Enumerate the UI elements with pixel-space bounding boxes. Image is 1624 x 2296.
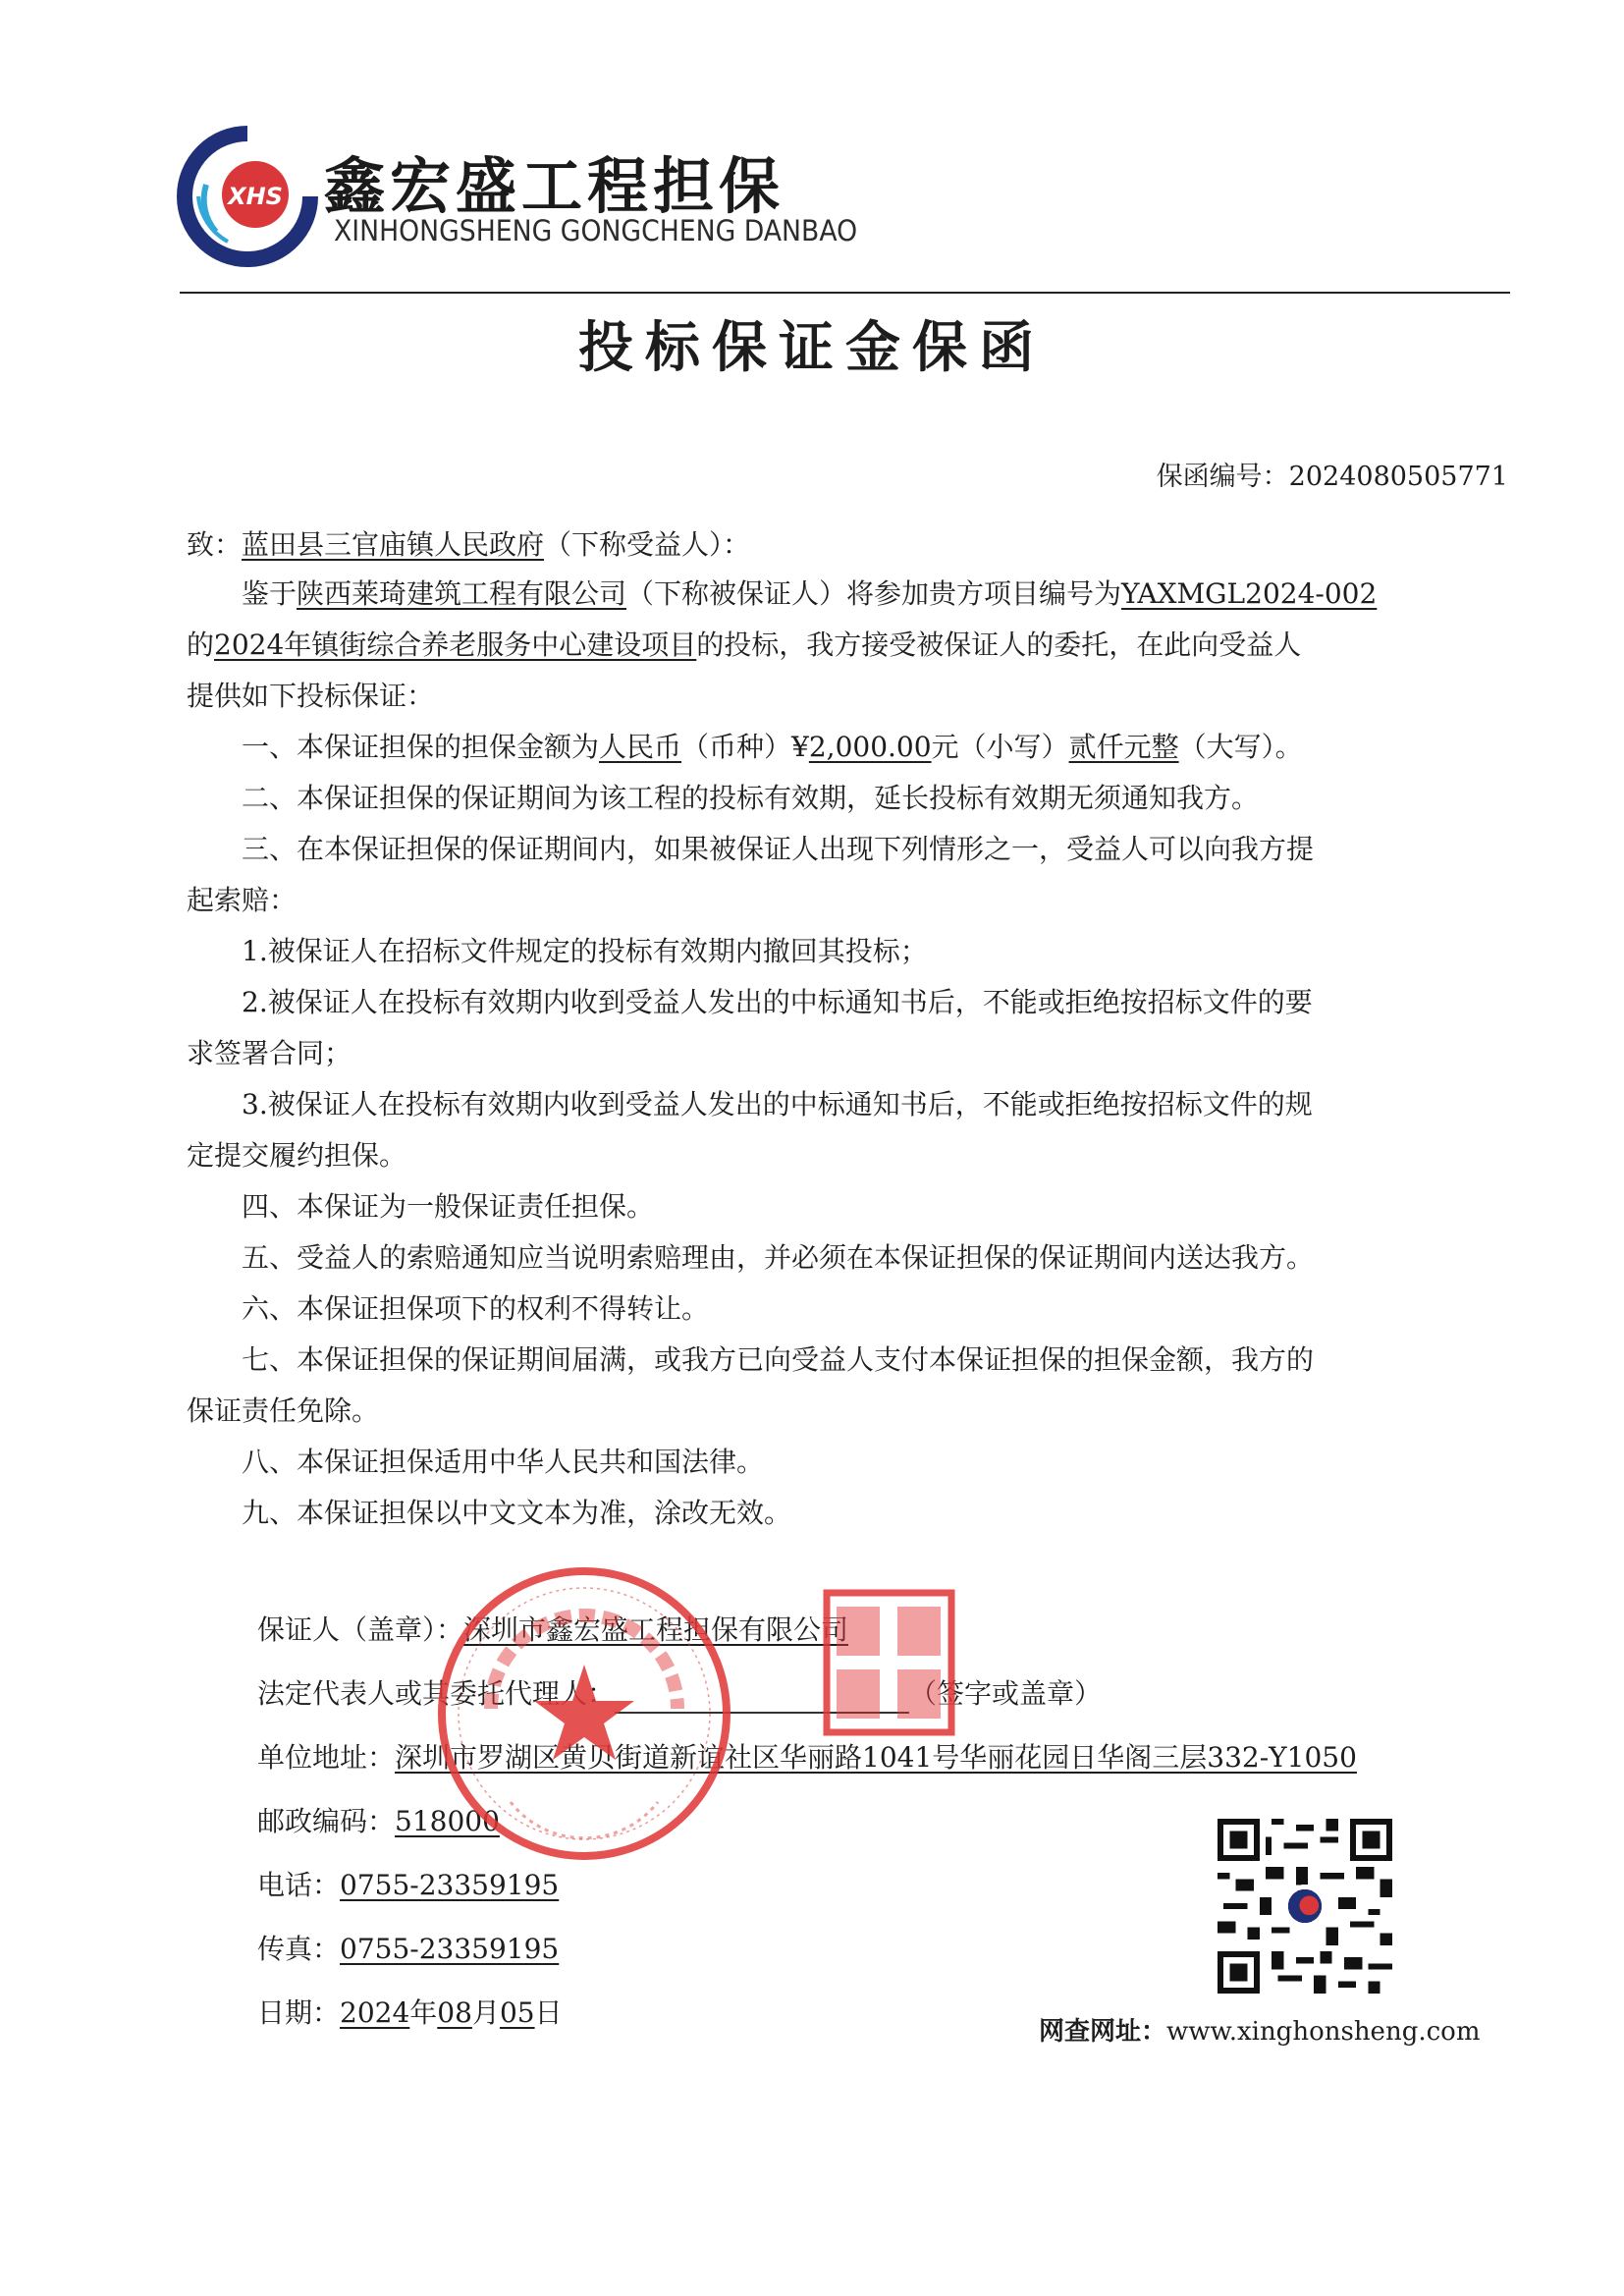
phone-label: 电话：: [257, 1869, 341, 1901]
qr-code-icon[interactable]: [1218, 1819, 1392, 1994]
date-label: 日期：: [257, 1996, 341, 2029]
representative-suffix: （签字或盖章）: [909, 1677, 1103, 1710]
date-year: 2024: [340, 1996, 410, 2029]
clause-text: （币种）¥: [681, 731, 809, 763]
intro-text: 的投标，我方接受被保证人的委托，在此向受益人: [696, 629, 1302, 661]
addressee-line: [187, 525, 750, 565]
currency: 人民币: [599, 731, 682, 763]
fax-line: [257, 1930, 559, 1969]
guarantor-label: 保证人（盖章）：: [257, 1613, 464, 1646]
addressee-suffix: （下称受益人）：: [544, 528, 751, 561]
clause-text: （大写）。: [1178, 731, 1303, 763]
clause-3-line-2: 起索赔：: [187, 884, 298, 916]
representative-label: 法定代表人或其委托代理人：: [257, 1677, 616, 1710]
clause-7-line-2: 保证责任免除。: [187, 1394, 380, 1427]
fax-label: 传真：: [257, 1933, 341, 1965]
project-number: YAXMGL2024-002: [1121, 577, 1378, 610]
principal-name: 陕西莱琦建筑工程有限公司: [297, 577, 627, 610]
phone-line: [257, 1866, 559, 1905]
website-label: 网查网址：: [1039, 2017, 1167, 2047]
personal-seal-icon: [823, 1589, 955, 1736]
guarantor-name: 深圳市鑫宏盛工程担保有限公司: [463, 1613, 849, 1646]
intro-text: 的: [187, 629, 215, 661]
date-unit: 年: [409, 1996, 438, 2029]
clause-4: 四、本保证为一般保证责任担保。: [242, 1190, 655, 1223]
phone-value: 0755-23359195: [340, 1869, 560, 1901]
intro-text: 鉴于: [242, 577, 298, 610]
company-seal-icon: [432, 1561, 736, 1866]
ref-label: 保函编号：: [1156, 462, 1289, 492]
clause-2: 二、本保证担保的保证期间为该工程的投标有效期，延长投标有效期无须通知我方。: [242, 782, 1260, 814]
clause-5: 五、受益人的索赔通知应当说明索赔理由，并必须在本保证担保的保证期间内送达我方。: [242, 1241, 1315, 1274]
address-value: 深圳市罗湖区黄贝街道新谊社区华丽路1041号华丽花园日华阁三层332-Y1050: [395, 1741, 1357, 1774]
clause-text: 一、本保证担保的担保金额为: [242, 731, 600, 763]
beneficiary-name: 蓝田县三官庙镇人民政府: [242, 528, 545, 561]
ref-number: 2024080505771: [1288, 462, 1508, 492]
verification-website: [1039, 2011, 1480, 2048]
postcode-label: 邮政编码：: [257, 1805, 396, 1837]
intro-line-2: [187, 626, 1301, 665]
date-day: 05: [499, 1996, 535, 2029]
item-2-line-2: 求签署合同；: [187, 1037, 352, 1069]
clause-8: 八、本保证担保适用中华人民共和国法律。: [242, 1446, 765, 1478]
project-name: 2024年镇街综合养老服务中心建设项目: [214, 629, 697, 661]
addressee-prefix: 致：: [187, 528, 243, 561]
document-title: 投标保证金保函: [578, 316, 1046, 380]
clause-text: 元（小写）: [931, 731, 1069, 763]
clause-3-line-1: 三、在本保证担保的保证期间内，如果被保证人出现下列情形之一，受益人可以向我方提: [242, 833, 1315, 865]
date-line: [257, 1994, 563, 2033]
clause-6: 六、本保证担保项下的权利不得转让。: [242, 1292, 710, 1325]
amount-in-words: 贰仟元整: [1068, 731, 1179, 763]
date-unit: 月: [471, 1996, 500, 2029]
amount: 2,000.00: [808, 731, 932, 763]
intro-text: （下称被保证人）将参加贵方项目编号为: [626, 577, 1122, 610]
item-3-line-2: 定提交履约担保。: [187, 1139, 407, 1172]
logo-text: XHS: [228, 183, 283, 210]
clause-1: [242, 728, 1303, 767]
postcode-value: 518000: [395, 1805, 500, 1837]
intro-line-1: [242, 574, 1377, 614]
date-month: 08: [437, 1996, 472, 2029]
website-url[interactable]: www.xinghonsheng.com: [1166, 2017, 1481, 2047]
brand-name-chinese: 鑫宏盛工程担保: [324, 150, 785, 222]
address-line: [257, 1738, 1357, 1777]
date-unit: 日: [534, 1996, 563, 2029]
clause-7-line-1: 七、本保证担保的保证期间届满，或我方已向受益人支付本保证担保的担保金额，我方的: [242, 1343, 1315, 1376]
item-1: 1.被保证人在招标文件规定的投标有效期内撤回其投标；: [242, 935, 928, 967]
header-divider: [180, 292, 1510, 294]
intro-line-3: 提供如下投标保证：: [187, 680, 435, 712]
guarantee-reference: [1157, 455, 1508, 493]
clause-9: 九、本保证担保以中文文本为准，涂改无效。: [242, 1497, 792, 1529]
item-3-line-1: 3.被保证人在投标有效期内收到受益人发出的中标通知书后，不能或拒绝按招标文件的规: [242, 1088, 1313, 1121]
item-2-line-1: 2.被保证人在投标有效期内收到受益人发出的中标通知书后，不能或拒绝按招标文件的要: [242, 986, 1313, 1018]
fax-value: 0755-23359195: [340, 1933, 560, 1965]
address-label: 单位地址：: [257, 1741, 396, 1774]
brand-name-pinyin: XINHONGSHENG GONGCHENG DANBAO: [334, 214, 858, 247]
company-logo-icon: [177, 126, 319, 268]
